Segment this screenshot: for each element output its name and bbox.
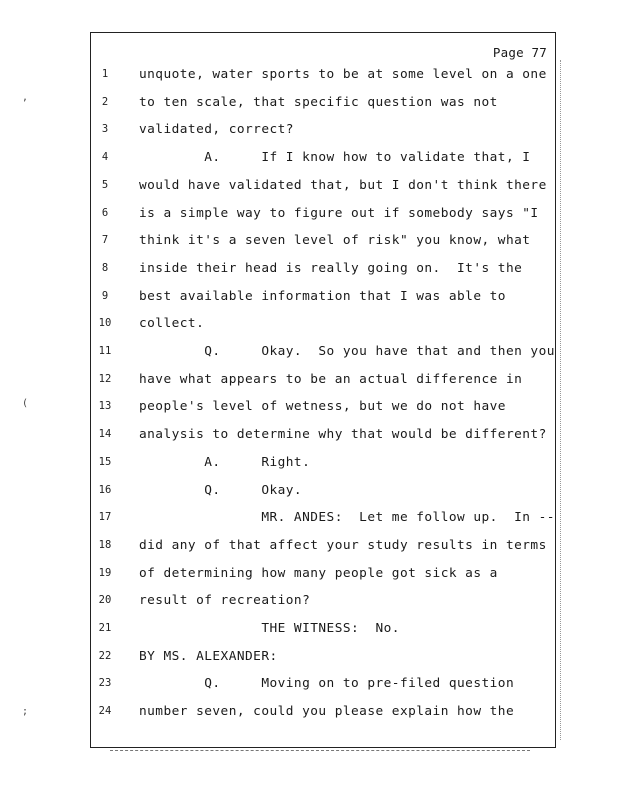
line-number: 18	[98, 538, 112, 551]
line-number: 16	[98, 483, 112, 496]
line-number: 4	[101, 151, 109, 164]
transcript-line: have what appears to be an actual difference in	[139, 371, 523, 387]
transcript-line: Q. Okay.	[139, 482, 303, 498]
transcript-line: validated, correct?	[139, 122, 294, 138]
line-number: 22	[98, 649, 112, 662]
line-number: 3	[101, 123, 109, 136]
margin-mark: ,	[22, 92, 29, 103]
transcript-line: analysis to determine why that would be different?	[139, 427, 547, 443]
line-number: 7	[101, 234, 109, 247]
line-number: 17	[98, 511, 112, 524]
line-number: 19	[98, 566, 112, 579]
transcript-line: BY MS. ALEXANDER:	[139, 648, 278, 664]
line-number: 11	[98, 345, 112, 357]
transcript-line: Q. Okay. So you have that and then you	[139, 344, 555, 359]
transcript-line: inside their head is really going on. It's the	[139, 260, 523, 276]
transcript-line: unquote, water sports to be at some level on a one	[139, 67, 547, 82]
scan-artifact-bottom	[110, 750, 530, 753]
transcript-line: best available information that I was able to	[139, 288, 506, 304]
line-number: 10	[98, 317, 112, 330]
transcript-line: Q. Moving on to pre-filed question	[139, 676, 515, 692]
line-number: 8	[101, 261, 109, 274]
line-number: 9	[101, 289, 109, 302]
transcript-line: people's level of wetness, but we do not have	[139, 399, 506, 415]
transcript-line: to ten scale, that specific question was not	[139, 94, 498, 110]
transcript-line: collect.	[139, 316, 205, 332]
line-number: 23	[98, 677, 112, 690]
margin-mark: (	[22, 398, 29, 409]
transcript-line: of determining how many people got sick as a	[139, 565, 498, 581]
transcript-line: result of recreation?	[139, 593, 311, 609]
transcript-line: A. Right.	[139, 454, 311, 470]
transcript-line: would have validated that, but I don't think there	[139, 177, 547, 193]
transcript-page	[90, 32, 556, 748]
line-number: 6	[101, 206, 109, 219]
line-number: 13	[98, 400, 112, 413]
transcript-line: number seven, could you please explain how the	[139, 704, 515, 720]
transcript-line: think it's a seven level of risk" you know, what	[139, 233, 531, 249]
transcript-line: did any of that affect your study results in terms	[139, 537, 547, 553]
line-number: 12	[98, 372, 112, 385]
transcript-line: THE WITNESS: No.	[139, 621, 400, 636]
line-number: 5	[101, 178, 109, 191]
page-number: Page 77	[492, 45, 547, 60]
transcript-line: A. If I know how to validate that, I	[139, 150, 531, 166]
line-number: 21	[98, 622, 112, 634]
transcript-line: is a simple way to figure out if somebody says "I	[139, 205, 539, 221]
line-number: 1	[101, 68, 109, 80]
line-number: 2	[101, 95, 109, 108]
transcript-line: MR. ANDES: Let me follow up. In --	[139, 510, 555, 526]
margin-mark: ;	[22, 706, 29, 717]
line-number: 20	[98, 594, 112, 607]
line-number: 14	[98, 428, 112, 441]
line-number: 15	[98, 455, 112, 468]
line-number: 24	[98, 705, 112, 718]
scan-artifact-right	[560, 60, 561, 740]
